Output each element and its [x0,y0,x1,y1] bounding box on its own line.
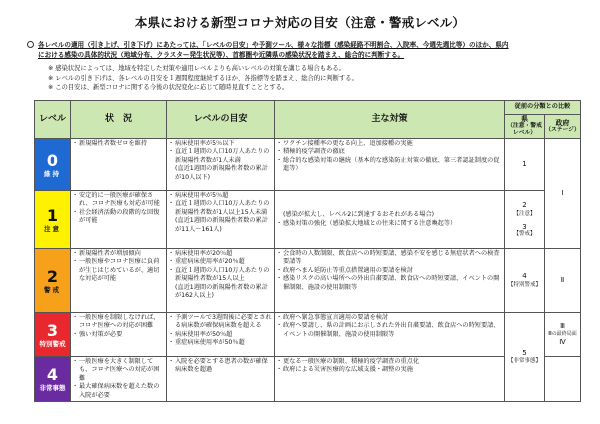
level-3-badge: 3 特別警戒 [35,313,71,357]
note-item: ※ 感染状況によっては、地域を特定した対策や適用レベルよりも高いレベルの対策を講じる場合もある。 [48,65,345,72]
circle-bullet-icon [27,41,34,48]
level-2-guideline: ・ 病床使用率が20％超 ・ 重症病床使用率が20％超 ・ 直近１週間の人口10万人あたりの新規陽性者数が15人以上 (直近1週間の新規陽性者数の累計が162人以上) [167,249,275,313]
level-table [34,100,581,402]
level-2-pref: 4 【特別警戒】 [505,249,545,313]
intro-line-1: 各レベルの適用（引き上げ、引き下げ）にあたっては、「レベルの目安」や予測ツール、様々な指標（感染経路不明割合、入院率、今週先週比等）のほか、県内 [38,41,509,49]
level-1-badge: 1 注意 [35,191,71,249]
level-0-pref: 1 [505,139,545,191]
level-3-situation: ・ 一般医療を制限しなければ、コロナ医療への対応が困難 ・ 強い対策が必要 [71,313,167,357]
header-measures: 主な対策 [275,101,505,139]
level-4-situation: ・ 一般医療を大きく制限しても、コロナ医療への対応が困難 ・ 最大確保病床数を超えた数の入院が必要 [71,357,167,402]
header-comparison: 従前の分類との比較 [505,101,581,115]
gov-stage-1: Ⅰ [545,139,581,249]
level-4-badge: 4 非常事態 [35,357,71,402]
gov-stage-4 [545,357,581,402]
gov-stage-3: Ⅲ Ⅲの最終局面 Ⅳ [545,313,581,357]
level-2-badge: 2 警戒 [35,249,71,313]
level-0-guideline: ・ 病床使用率が5％以下 ・ 直近１週間の人口10万人あたりの新規陽性者数が1人未満 (直近1週間の新規陽性者数の累計が10人以下) [167,139,275,191]
notes [48,64,568,93]
header-level: レベル [35,101,71,139]
header-situation: 状 況 [71,101,167,139]
header-prefecture: 県 （注意・警戒レベル） [505,115,545,139]
page-title: 本県における新型コロナ対応の目安（注意・警戒レベル） [134,15,466,30]
header-government: 政府 （ステージ） [545,115,581,139]
level-4-guideline: ・ 入院を必要とする患者の数が確保病床数を超過 [167,357,275,402]
note-item: ※ この目安は、新型コロナに関する今後の状況変化に応じて随時見直すこととする。 [48,84,289,91]
intro-line-2: における感染の具体的状況（地域分布、クラスター発生状況等）、首都圏や近隣県の感染状況を踏まえ、総合的に判断する。 [38,51,405,59]
gov-stage-2: Ⅱ [545,249,581,313]
level-4-measures: ・ 更なる一般医療の制限、積極的疫学調査の重点化 ・ 政府による災害医療的な広域支援・調整の実施 [275,357,505,402]
note-item: ※ レベルの引き下げは、各レベルの目安を１週間程度継続するほか、各指標等を踏まえ、総合的に判断する。 [48,74,358,82]
level-2-measures: ・ 会食時の人数制限、飲食店への時短要請、感染不安を感じる無症状者への検査要請等 ・ 政府へまん延防止等重点措置適用の要請を検討 ・ 感染リスクの高い場所への外出自粛要請、飲食店への時短要請、イベントの開催制限、施設の使用制限等 [275,249,505,313]
level-3-guideline: ・ 予測ツールで3週間後に必要とされる病床数が確保病床数を超える ・ 病床使用率が50％超 ・ 重症病床使用率が50％超 [167,313,275,357]
level-1-pref: 2 【注意】 3 【警戒】 [505,191,545,249]
level-0-badge: 0 維持 [35,139,71,191]
header-guideline: レベルの目安 [167,101,275,139]
level-0-situation: ・ 新規陽性者数ゼロを維持 [71,139,167,191]
level-1-situation: ・ 安定的に一般医療が確保され、コロナ医療も対応が可能 ・ 社会経済活動の段階的な回復が可能 [71,191,167,249]
level-0-measures: ・ ワクチン接種率の更なる向上、追加接種の実施 ・ 積極的疫学調査の徹底 ・ 総合的な感染対策の継続（基本的な感染防止対策の徹底、第三者認証制度の促進等） [275,139,505,191]
level-2-situation: ・ 新規陽性者が増加傾向 ・ 一般医療やコロナ医療に負荷が生じはじめているが、適切な対応が可能 [71,249,167,313]
level-1-guideline: ・ 病床使用率が5％超 ・ 直近１週間の人口10万人あたりの新規陽性者数が1人以上15人未満 (直近1週間の新規陽性者数の累計が11人～161人) [167,191,275,249]
level-3-pref: 5 【非常事態】 [505,313,545,402]
level-3-measures: ・ 政府へ緊急事態宣言適用の要請を検討 ・ 政府へ要請し、県の計画にお示しされた外出自粛要請、飲食店への時短要請、イベントの開催制限、施設の使用制限等 [275,313,505,357]
level-1-measures: (感染が拡大し、レベル2に到達するおそれがある場合) ・ 感染対策の強化（感染拡大地域との往来に関する注意喚起等） [275,191,505,249]
intro-paragraph [38,40,578,60]
